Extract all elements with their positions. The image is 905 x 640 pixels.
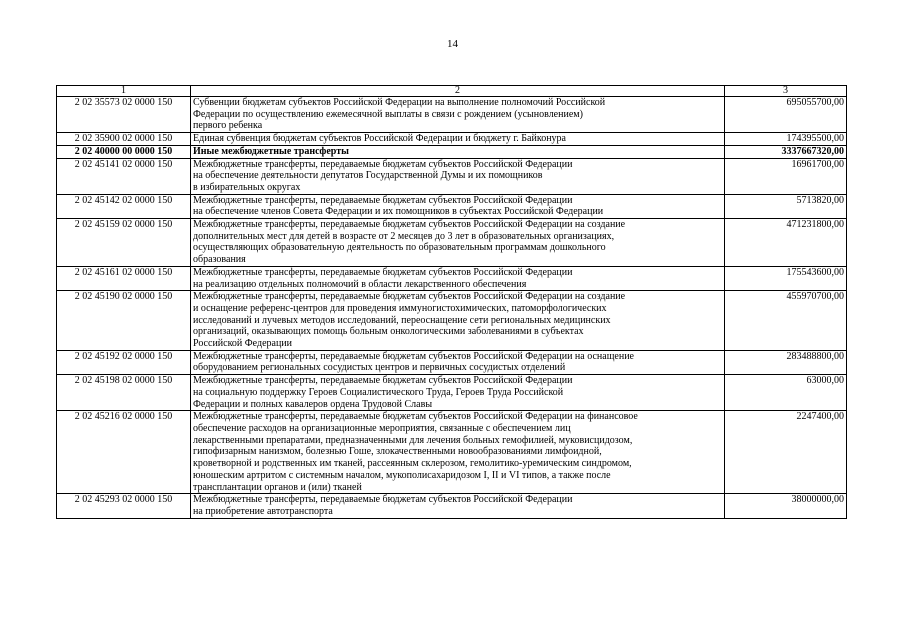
revenue-name-line: на обеспечение членов Совета Федерации и их помощников в субъектах Российской Федерации <box>193 206 604 218</box>
revenue-name-line: кроветворной и родственных им тканей, рассеянным склерозом, гемолитико-уремическим синдромом, <box>193 458 632 470</box>
revenue-name-line: Межбюджетные трансферты, передаваемые бюджетам субъектов Российской Федерации <box>193 194 573 206</box>
budget-code-cell: 2 02 45159 02 0000 150 <box>57 219 191 267</box>
budget-code-cell: 2 02 40000 00 0000 150 <box>57 145 191 158</box>
budget-code-cell: 2 02 45161 02 0000 150 <box>57 266 191 290</box>
revenue-name-line: и оснащение референс-центров для проведения иммуногистохимических, патоморфологических <box>193 302 607 314</box>
revenue-name-cell <box>191 133 725 146</box>
revenue-name-cell <box>191 266 725 290</box>
revenue-name-line: Межбюджетные трансферты, передаваемые бюджетам субъектов Российской Федерации на создание <box>193 219 626 231</box>
revenue-name-line: Межбюджетные трансферты, передаваемые бюджетам субъектов Российской Федерации на финансовое <box>193 411 638 423</box>
table-row <box>57 158 847 194</box>
amount-cell: 2247400,00 <box>725 411 847 494</box>
revenue-name-line: Межбюджетные трансферты, передаваемые бюджетам субъектов Российской Федерации <box>193 266 573 278</box>
column-header-name: 2 <box>191 86 725 97</box>
revenue-name-cell <box>191 158 725 194</box>
revenue-name-cell <box>191 350 725 374</box>
table-header-row <box>57 86 847 97</box>
revenue-name-line: лекарственными препаратами, предназначенными для лечения больных гемофилией, муковисцидозом, <box>193 434 633 446</box>
revenue-name-line: Межбюджетные трансферты, передаваемые бюджетам субъектов Российской Федерации <box>193 375 573 387</box>
amount-cell: 174395500,00 <box>725 133 847 146</box>
revenue-name-cell <box>191 411 725 494</box>
budget-code-cell: 2 02 45190 02 0000 150 <box>57 291 191 351</box>
amount-cell: 175543600,00 <box>725 266 847 290</box>
revenue-name-line: Межбюджетные трансферты, передаваемые бюджетам субъектов Российской Федерации <box>193 494 573 506</box>
revenue-name-line: трансплантации органов и (или) тканей <box>193 481 362 493</box>
column-header-code: 1 <box>57 86 191 97</box>
revenue-name-line: в избирательных округах <box>193 181 301 193</box>
revenue-name-line: Субвенции бюджетам субъектов Российской Федерации на выполнение полномочий Российской <box>193 97 606 108</box>
revenue-name-line: Межбюджетные трансферты, передаваемые бюджетам субъектов Российской Федерации на оснащение <box>193 350 634 362</box>
amount-cell: 471231800,00 <box>725 219 847 267</box>
amount-cell: 3337667320,00 <box>725 145 847 158</box>
revenue-name-line: образования <box>193 254 246 266</box>
revenue-name-line: на реализацию отдельных полномочий в области лекарственного обеспечения <box>193 278 527 290</box>
amount-cell: 63000,00 <box>725 375 847 411</box>
amount-cell: 38000000,00 <box>725 494 847 518</box>
budget-code-cell: 2 02 45192 02 0000 150 <box>57 350 191 374</box>
amount-cell: 283488800,00 <box>725 350 847 374</box>
revenue-name-line: первого ребенка <box>193 120 263 132</box>
table-row <box>57 133 847 146</box>
budget-revenue-table <box>56 85 847 519</box>
amount-cell: 5713820,00 <box>725 194 847 218</box>
revenue-name-line: обеспечение расходов на организационные мероприятия, связанные с обеспечением лиц <box>193 422 571 434</box>
revenue-name-line: Иные межбюджетные трансферты <box>193 145 349 157</box>
revenue-name-line: на социальную поддержку Героев Социалистического Труда, Героев Труда Российской <box>193 386 564 398</box>
revenue-name-line: на приобретение автотранспорта <box>193 505 333 517</box>
table-row <box>57 375 847 411</box>
revenue-name-line: Межбюджетные трансферты, передаваемые бюджетам субъектов Российской Федерации <box>193 158 573 170</box>
budget-code-cell: 2 02 45141 02 0000 150 <box>57 158 191 194</box>
table-row <box>57 145 847 158</box>
revenue-name-cell <box>191 145 725 158</box>
revenue-name-line: гипофизарным нанизмом, болезнью Гоше, злокачественными новообразованиями лимфоидной, <box>193 446 602 458</box>
revenue-name-line: на обеспечение деятельности депутатов Государственной Думы и их помощников <box>193 170 543 182</box>
column-header-amount: 3 <box>725 86 847 97</box>
table-row <box>57 291 847 351</box>
amount-cell: 16961700,00 <box>725 158 847 194</box>
table-row <box>57 411 847 494</box>
table-row <box>57 350 847 374</box>
budget-code-cell: 2 02 45293 02 0000 150 <box>57 494 191 518</box>
amount-cell: 455970700,00 <box>725 291 847 351</box>
table-row <box>57 494 847 518</box>
revenue-name-cell <box>191 97 725 133</box>
revenue-name-cell <box>191 194 725 218</box>
revenue-name-line: юношеским артритом с системным началом, мукополисахаридозом I, II и VI типов, а также после <box>193 469 611 481</box>
budget-code-cell: 2 02 35573 02 0000 150 <box>57 97 191 133</box>
revenue-name-cell <box>191 291 725 351</box>
revenue-name-line: Федерации и полных кавалеров ордена Трудовой Славы <box>193 398 433 410</box>
revenue-name-line: исследований и лучевых методов исследований, переоснащение сети региональных медицинских <box>193 314 611 326</box>
amount-cell: 695055700,00 <box>725 97 847 133</box>
revenue-name-cell <box>191 494 725 518</box>
table-row <box>57 97 847 133</box>
budget-code-cell: 2 02 45216 02 0000 150 <box>57 411 191 494</box>
revenue-name-line: Российской Федерации <box>193 338 293 350</box>
table-row <box>57 266 847 290</box>
budget-code-cell: 2 02 35900 02 0000 150 <box>57 133 191 146</box>
table-row <box>57 194 847 218</box>
revenue-name-cell <box>191 375 725 411</box>
revenue-name-line: дополнительных мест для детей в возрасте от 2 месяцев до 3 лет в образовательных организациях, <box>193 230 615 242</box>
revenue-name-line: Федерации по осуществлению ежемесячной выплаты в связи с рождением (усыновлением) <box>193 108 583 120</box>
revenue-name-line: Единая субвенция бюджетам субъектов Российской Федерации и бюджету г. Байконура <box>193 133 566 145</box>
revenue-name-line: оборудованием региональных сосудистых центров и первичных сосудистых отделений <box>193 362 566 374</box>
budget-code-cell: 2 02 45142 02 0000 150 <box>57 194 191 218</box>
page-number: 14 <box>447 38 458 50</box>
revenue-name-line: осуществляющих образовательную деятельность по образовательным программам дошкольного <box>193 242 606 254</box>
revenue-name-line: Межбюджетные трансферты, передаваемые бюджетам субъектов Российской Федерации на создание <box>193 291 626 303</box>
revenue-name-cell <box>191 219 725 267</box>
budget-code-cell: 2 02 45198 02 0000 150 <box>57 375 191 411</box>
revenue-name-line: организаций, оказывающих помощь больным онкологическими заболеваниями в субъектах <box>193 326 584 338</box>
table-row <box>57 219 847 267</box>
